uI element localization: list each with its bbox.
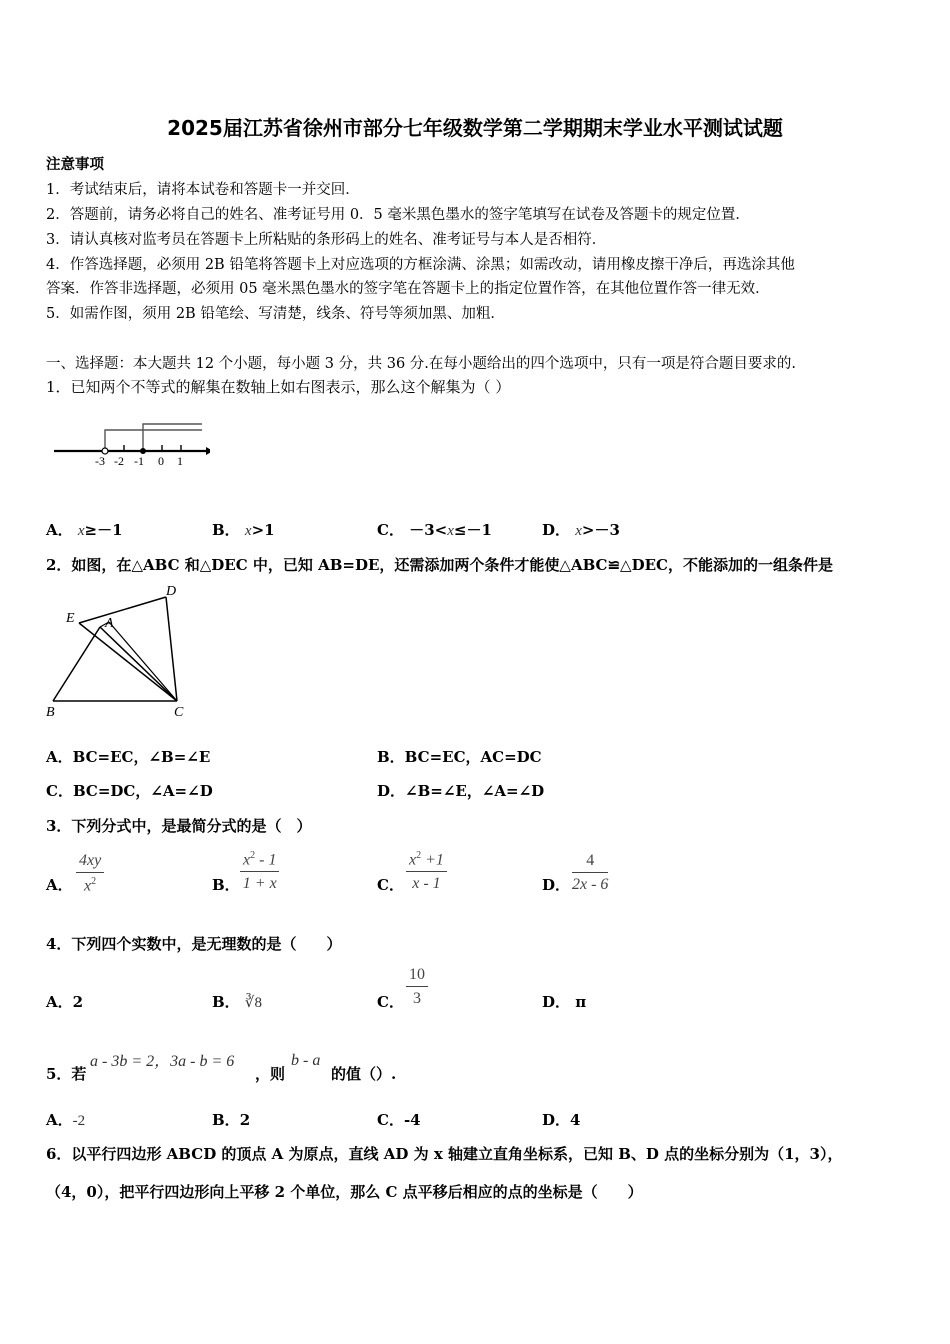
option-b-fraction: $\frac{x^2 - 1}{1 + x}$ [240, 850, 279, 893]
option-d-fraction: $\frac{4}{2x - 6}$ [572, 852, 609, 893]
number-line-figure [50, 420, 210, 470]
tick-label: -1 [134, 454, 144, 468]
option-c-fraction: $\frac{10}{3}$ [406, 966, 428, 1008]
solution-bracket-right [143, 424, 202, 451]
question-1-stem: 1．已知两个不等式的解集在数轴上如右图表示，那么这个解集为（ ） [46, 378, 511, 396]
option-c-label: C． [377, 993, 404, 1011]
label-c: C [174, 705, 184, 720]
tick-label: -2 [114, 454, 124, 468]
option-a: A．BC=EC，∠B=∠E [46, 748, 211, 766]
question-3-stem: 3．下列分式中，是最简分式的是（ ） [46, 817, 312, 835]
notice-item: 3．请认真核对监考员在答题卡上所粘贴的条形码上的姓名、准考证号与本人是否相符． [46, 232, 607, 248]
label-e: E [66, 611, 75, 626]
question-2-stem: 2．如图，在△ABC 和△DEC 中，已知 AB=DE，还需添加两个条件才能使△ABC≌△DEC，不能添加的一组条件是 [46, 556, 833, 574]
option-d: D． π [542, 993, 587, 1011]
question-4-stem: 4．下列四个实数中，是无理数的是（ ） [46, 935, 342, 953]
option-d-label: D． [542, 876, 571, 894]
section-heading: 一、选择题：本大题共 12 个小题，每小题 3 分，共 36 分.在每小题给出的四个选项中，只有一项是符合题目要求的. [46, 356, 796, 372]
label-d: D [166, 584, 177, 599]
arrow-icon [206, 447, 210, 455]
option-b: B． x>1 [212, 521, 275, 539]
option-d: D． x>－3 [542, 521, 620, 539]
label-a: A [105, 616, 114, 631]
option-a-label: A． [46, 876, 73, 894]
option-a-fraction: $\frac{4xy}{x^2}$ [76, 852, 104, 895]
tick-label: 1 [177, 454, 183, 468]
option-c: C． －3<x≤－1 [377, 521, 492, 539]
option-b: B． ∛8 [212, 993, 262, 1011]
label-b: B [46, 705, 55, 720]
notice-item: 2．答题前，请务必将自己的姓名、准考证号用 0．5 毫米黑色墨水的签字笔填写在试卷及答题卡的规定位置． [46, 207, 750, 223]
option-b: B．2 [212, 1111, 251, 1129]
question-5-mid: ，则 [255, 1065, 286, 1083]
notice-item: 答案．作答非选择题，必须用 05 毫米黑色墨水的签字笔在答题卡上的指定位置作答，在其他位置作答一律无效． [46, 281, 770, 297]
option-a: A． x≥－1 [46, 521, 123, 539]
option-a: A．-2 [46, 1111, 86, 1129]
question-5-suffix: 的值（）. [331, 1065, 397, 1083]
option-d: D．∠B=∠E，∠A=∠D [377, 782, 545, 800]
option-c-label: C． [377, 876, 404, 894]
question-5-condition: a - 3b = 2，3a - b = 6 [90, 1053, 235, 1070]
option-c: C．BC=DC，∠A=∠D [46, 782, 213, 800]
option-d: D．4 [542, 1111, 581, 1129]
tick-label: -3 [95, 454, 105, 468]
question-5-prefix: 5．若 [46, 1065, 87, 1083]
notice-item: 5．如需作图，须用 2B 铅笔绘、写清楚，线条、符号等须加黑、加粗． [46, 306, 505, 322]
notice-heading: 注意事项 [46, 156, 104, 173]
question-6-line-2: （4，0），把平行四边形向上平移 2 个单位，那么 C 点平移后相应的点的坐标是（ ） [46, 1183, 643, 1201]
option-b: B．BC=EC，AC=DC [377, 748, 542, 766]
option-b-label: B． [212, 876, 240, 894]
question-5-expression: b - a [291, 1052, 321, 1069]
question-6-line-1: 6．以平行四边形 ABCD 的顶点 A 为原点，直线 AD 为 x 轴建立直角坐标系，已知 B、D 点的坐标分别为（1，3）， [46, 1145, 843, 1163]
notice-item: 1．考试结束后，请将本试卷和答题卡一并交回． [46, 182, 360, 198]
triangle-figure [42, 580, 202, 720]
solution-bracket-left [105, 430, 202, 451]
option-c-fraction: $\frac{x^2 +1}{x - 1}$ [406, 850, 447, 893]
option-a: A．2 [46, 993, 84, 1011]
page-title: 2025届江苏省徐州市部分七年级数学第二学期期末学业水平测试试题 [167, 116, 783, 140]
option-c: C．-4 [377, 1111, 421, 1129]
tick-label: 0 [158, 454, 164, 468]
notice-item: 4．作答选择题，必须用 2B 铅笔将答题卡上对应选项的方框涂满、涂黑；如需改动，请用橡皮擦干净后，再选涂其他 [46, 257, 795, 273]
